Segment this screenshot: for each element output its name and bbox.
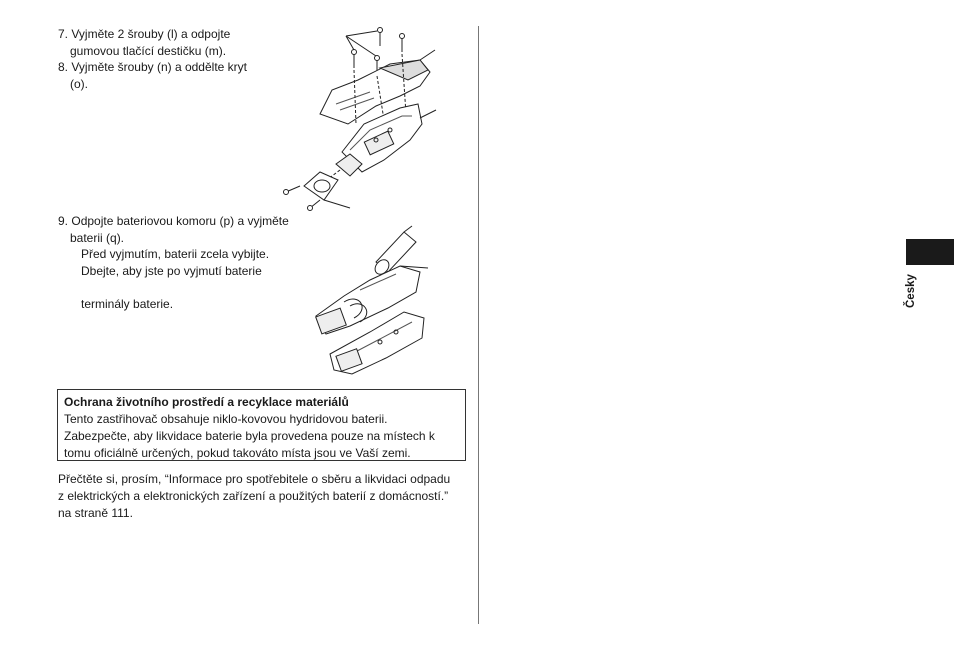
step-7-line2: gumovou tlačící destičku (m).	[70, 43, 227, 58]
step-9-number: 9.	[58, 214, 69, 228]
language-label: Česky	[905, 274, 917, 308]
recycling-line3: tomu oficiálně určených, pokud takováto místa jsou ve Vaší zemi.	[64, 446, 411, 460]
recycling-info-box	[57, 389, 466, 461]
step-8-line1: Vyjměte šrouby (n) a oddělte kryt	[71, 60, 247, 74]
recycling-line2: Zabezpečte, aby likvidace baterie byla provedena pouze na místech k	[64, 429, 435, 443]
step-9-line2: baterii (q).	[70, 230, 125, 245]
column-divider	[478, 26, 479, 624]
step-7-line1: Vyjměte 2 šrouby (l) a odpojte	[71, 27, 231, 41]
step-9-line1: Odpojte bateriovou komoru (p) a vyjměte	[71, 214, 289, 228]
disposal-info-line1: Přečtěte si, prosím, “Informace pro spotřebitele o sběru a likvidaci odpadu	[58, 472, 451, 486]
language-tab	[906, 239, 954, 265]
note-terminals: terminály baterie.	[81, 297, 174, 311]
recycling-line1: Tento zastřihovač obsahuje niklo-kovovou hydridovou baterii.	[64, 412, 388, 426]
step-8-number: 8.	[58, 60, 69, 74]
disposal-info-line2: z elektrických a elektronických zařízení a použitých baterií z domácností.”	[58, 489, 449, 503]
recycling-title: Ochrana životního prostředí a recyklace materiálů	[64, 395, 349, 409]
step-7-number: 7.	[58, 27, 69, 41]
step-7	[58, 26, 230, 59]
step-8	[58, 59, 247, 92]
disassembly-diagram-top	[280, 24, 440, 214]
disassembly-diagram-battery	[300, 222, 440, 382]
note-caution: Dbejte, aby jste po vyjmutí baterie	[81, 264, 262, 278]
disposal-info-paragraph	[58, 471, 478, 522]
note-discharge: Před vyjmutím, baterii zcela vybijte.	[81, 247, 270, 261]
step-9	[58, 213, 289, 246]
step-8-line2: (o).	[70, 76, 88, 91]
disposal-info-line3: na straně 111.	[58, 506, 133, 520]
